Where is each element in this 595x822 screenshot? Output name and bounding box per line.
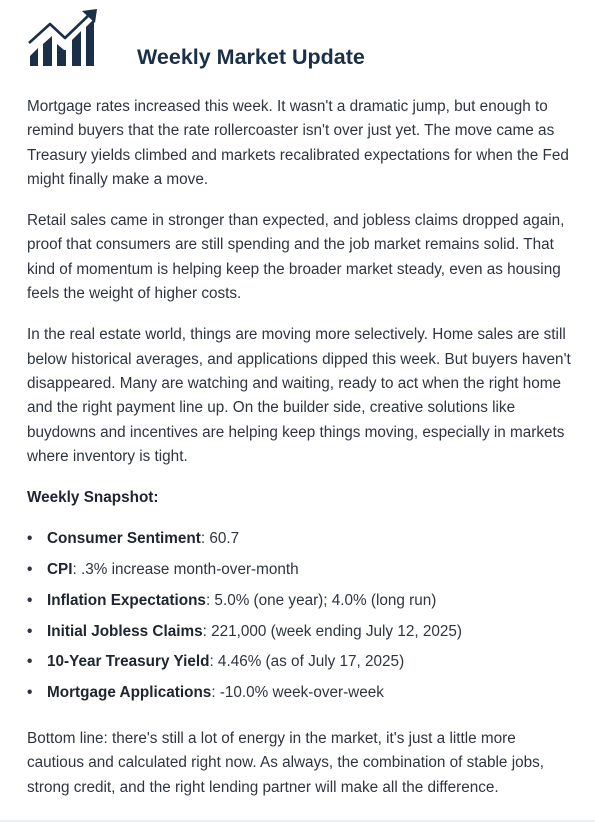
snapshot-value: : 60.7	[200, 530, 240, 548]
snapshot-label: 10-Year Treasury Yield	[47, 653, 210, 671]
page-title: Weekly Market Update	[137, 45, 365, 69]
snapshot-value: : 4.46% (as of July 17, 2025)	[209, 653, 405, 671]
snapshot-value: : 221,000 (week ending July 12, 2025)	[202, 622, 462, 640]
snapshot-value: : -10.0% week-over-week	[211, 684, 384, 702]
list-item	[27, 620, 572, 651]
snapshot-list	[27, 527, 572, 712]
list-item	[27, 527, 572, 558]
bullet-icon: •	[27, 684, 33, 702]
bullet-icon: •	[27, 530, 33, 548]
list-item	[27, 589, 572, 620]
bullet-icon: •	[27, 591, 33, 609]
header	[0, 0, 595, 80]
snapshot-value: : .3% increase month-over-month	[72, 560, 299, 578]
snapshot-heading: Weekly Snapshot:	[27, 489, 159, 507]
snapshot-value: : 5.0% (one year); 4.0% (long run)	[205, 591, 437, 609]
bullet-icon: •	[27, 622, 33, 640]
bullet-icon: •	[27, 653, 33, 671]
paragraph-bottom-line: Bottom line: there's still a lot of energy in the market, it's just a little more cautious and calculated right now. As always, the combination of stable jobs, strong credit, and the right lending partner will make all the difference.	[27, 729, 545, 796]
bullet-icon: •	[27, 560, 33, 578]
list-item	[27, 558, 572, 589]
snapshot-label: Mortgage Applications	[47, 684, 212, 702]
list-item	[27, 681, 572, 712]
paragraph-mortgage-rates: Mortgage rates increased this week. It wasn't a dramatic jump, but enough to remind buyers that the rate rollercoaster isn't over just yet. The move came as Treasury yields climbed and markets recalibrated expectations for when the Fed might finally make a move.	[27, 98, 569, 188]
snapshot-label: CPI	[47, 560, 73, 578]
rising-bar-chart-icon	[26, 8, 98, 68]
snapshot-label: Consumer Sentiment	[47, 530, 201, 548]
article-body	[27, 95, 572, 817]
snapshot-label: Inflation Expectations	[47, 591, 206, 609]
snapshot-label: Initial Jobless Claims	[47, 622, 203, 640]
paragraph-retail-sales: Retail sales came in stronger than expected, and jobless claims dropped again, proof that consumers are still spending and the job market remains solid. That kind of momentum is helping keep the broader market steady, even as housing feels the weight of higher costs.	[27, 212, 565, 303]
list-item	[27, 650, 572, 681]
paragraph-real-estate: In the real estate world, things are moving more selectively. Home sales are still below historical averages, and applications dipped this week. But buyers haven't disappeared. Many are watching and waiting, ready to act when the right home and the right payment line up. On the builder side, creative solutions like buydowns and incentives are helping keep things moving, especially in markets where inventory is tight.	[27, 326, 571, 465]
